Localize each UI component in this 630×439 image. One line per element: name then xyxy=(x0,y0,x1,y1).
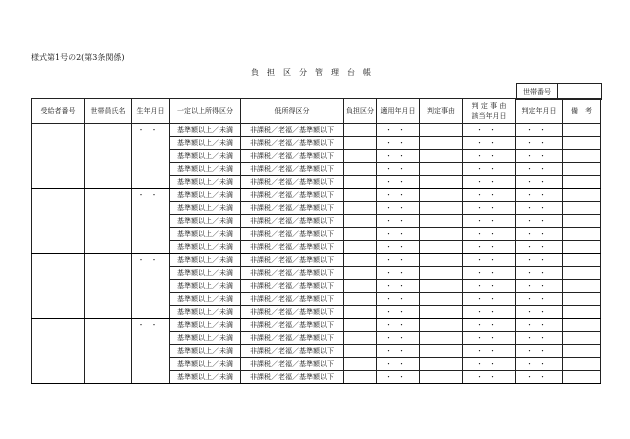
judgment-reason-cell[interactable] xyxy=(420,163,463,176)
burden-class-cell[interactable] xyxy=(344,267,377,280)
remarks-cell[interactable] xyxy=(563,345,601,358)
ledger-body xyxy=(32,124,601,384)
income-class-cell[interactable]: 基準額以上／未満 xyxy=(170,332,241,345)
income-class-cell[interactable]: 基準額以上／未満 xyxy=(170,202,241,215)
apply-date-cell[interactable]: ・・ xyxy=(377,293,420,306)
householder-name-cell[interactable] xyxy=(85,124,132,189)
judgment-date-cell[interactable]: ・・ xyxy=(516,150,563,163)
low-income-class-cell[interactable]: 非課税／老福／基準額以下 xyxy=(241,176,344,189)
remarks-cell[interactable] xyxy=(563,332,601,345)
low-income-class-cell[interactable]: 非課税／老福／基準額以下 xyxy=(241,358,344,371)
header-apply-date: 適用年月日 xyxy=(377,99,420,124)
judgment-date-cell[interactable]: ・・ xyxy=(516,137,563,150)
apply-date-cell[interactable]: ・・ xyxy=(377,345,420,358)
apply-date-cell[interactable]: ・・ xyxy=(377,332,420,345)
apply-date-cell[interactable]: ・・ xyxy=(377,280,420,293)
birth-date-cell[interactable]: ・・ xyxy=(132,319,170,384)
remarks-cell[interactable] xyxy=(563,189,601,202)
judgment-date-cell[interactable]: ・・ xyxy=(516,267,563,280)
low-income-class-cell[interactable]: 非課税／老福／基準額以下 xyxy=(241,189,344,202)
income-class-cell[interactable]: 基準額以上／未満 xyxy=(170,150,241,163)
apply-date-cell[interactable]: ・・ xyxy=(377,176,420,189)
header-row xyxy=(32,99,601,124)
reason-date-cell[interactable]: ・・ xyxy=(463,254,516,267)
table-row xyxy=(32,254,601,267)
householder-name-cell[interactable] xyxy=(85,254,132,319)
income-class-cell[interactable]: 基準額以上／未満 xyxy=(170,293,241,306)
income-class-cell[interactable]: 基準額以上／未満 xyxy=(170,280,241,293)
burden-class-cell[interactable] xyxy=(344,215,377,228)
judgment-date-cell[interactable]: ・・ xyxy=(516,345,563,358)
judgment-date-cell[interactable]: ・・ xyxy=(516,215,563,228)
income-class-cell[interactable]: 基準額以上／未満 xyxy=(170,124,241,137)
judgment-date-cell[interactable]: ・・ xyxy=(516,163,563,176)
remarks-cell[interactable] xyxy=(563,124,601,137)
judgment-reason-cell[interactable] xyxy=(420,241,463,254)
remarks-cell[interactable] xyxy=(563,176,601,189)
judgment-reason-cell[interactable] xyxy=(420,176,463,189)
remarks-cell[interactable] xyxy=(563,267,601,280)
burden-class-cell[interactable] xyxy=(344,254,377,267)
apply-date-cell[interactable]: ・・ xyxy=(377,202,420,215)
reason-date-cell[interactable]: ・・ xyxy=(463,345,516,358)
remarks-cell[interactable] xyxy=(563,228,601,241)
header-judgment-reason: 判定事由 xyxy=(420,99,463,124)
judgment-date-cell[interactable]: ・・ xyxy=(516,306,563,319)
table-row xyxy=(32,189,601,202)
apply-date-cell[interactable]: ・・ xyxy=(377,124,420,137)
low-income-class-cell[interactable]: 非課税／老福／基準額以下 xyxy=(241,215,344,228)
judgment-date-cell[interactable]: ・・ xyxy=(516,280,563,293)
burden-class-cell[interactable] xyxy=(344,280,377,293)
low-income-class-cell[interactable]: 非課税／老福／基準額以下 xyxy=(241,228,344,241)
header-householder-name: 世帯員氏名 xyxy=(85,99,132,124)
income-class-cell[interactable]: 基準額以上／未満 xyxy=(170,189,241,202)
judgment-reason-cell[interactable] xyxy=(420,150,463,163)
apply-date-cell[interactable]: ・・ xyxy=(377,163,420,176)
apply-date-cell[interactable]: ・・ xyxy=(377,306,420,319)
burden-class-cell[interactable] xyxy=(344,189,377,202)
remarks-cell[interactable] xyxy=(563,358,601,371)
low-income-class-cell[interactable]: 非課税／老福／基準額以下 xyxy=(241,280,344,293)
income-class-cell[interactable]: 基準額以上／未満 xyxy=(170,163,241,176)
recipient-no-cell[interactable] xyxy=(32,319,85,384)
remarks-cell[interactable] xyxy=(563,293,601,306)
judgment-reason-cell[interactable] xyxy=(420,228,463,241)
remarks-cell[interactable] xyxy=(563,371,601,384)
income-class-cell[interactable]: 基準額以上／未満 xyxy=(170,241,241,254)
remarks-cell[interactable] xyxy=(563,241,601,254)
burden-class-cell[interactable] xyxy=(344,163,377,176)
income-class-cell[interactable]: 基準額以上／未満 xyxy=(170,319,241,332)
table-row xyxy=(32,319,601,332)
burden-class-cell[interactable] xyxy=(344,319,377,332)
judgment-date-cell[interactable]: ・・ xyxy=(516,124,563,137)
judgment-date-cell[interactable]: ・・ xyxy=(516,319,563,332)
burden-class-ledger-table xyxy=(31,98,601,384)
judgment-date-cell[interactable]: ・・ xyxy=(516,332,563,345)
judgment-reason-cell[interactable] xyxy=(420,306,463,319)
low-income-class-cell[interactable]: 非課税／老福／基準額以下 xyxy=(241,202,344,215)
reason-date-cell[interactable]: ・・ xyxy=(463,241,516,254)
judgment-date-cell[interactable]: ・・ xyxy=(516,176,563,189)
judgment-date-cell[interactable]: ・・ xyxy=(516,254,563,267)
header-remarks: 備 考 xyxy=(563,99,601,124)
income-class-cell[interactable]: 基準額以上／未満 xyxy=(170,254,241,267)
reason-date-cell[interactable]: ・・ xyxy=(463,293,516,306)
apply-date-cell[interactable]: ・・ xyxy=(377,267,420,280)
reason-date-cell[interactable]: ・・ xyxy=(463,215,516,228)
reason-date-cell[interactable]: ・・ xyxy=(463,163,516,176)
low-income-class-cell[interactable]: 非課税／老福／基準額以下 xyxy=(241,306,344,319)
reason-date-cell[interactable]: ・・ xyxy=(463,358,516,371)
burden-class-cell[interactable] xyxy=(344,358,377,371)
header-low-income-class: 低所得区分 xyxy=(241,99,344,124)
reason-date-cell[interactable]: ・・ xyxy=(463,189,516,202)
low-income-class-cell[interactable]: 非課税／老福／基準額以下 xyxy=(241,267,344,280)
table-row xyxy=(32,124,601,137)
apply-date-cell[interactable]: ・・ xyxy=(377,319,420,332)
burden-class-cell[interactable] xyxy=(344,124,377,137)
burden-class-cell[interactable] xyxy=(344,202,377,215)
remarks-cell[interactable] xyxy=(563,202,601,215)
recipient-no-cell[interactable] xyxy=(32,254,85,319)
apply-date-cell[interactable]: ・・ xyxy=(377,241,420,254)
reason-date-cell[interactable]: ・・ xyxy=(463,332,516,345)
remarks-cell[interactable] xyxy=(563,163,601,176)
remarks-cell[interactable] xyxy=(563,280,601,293)
income-class-cell[interactable]: 基準額以上／未満 xyxy=(170,176,241,189)
low-income-class-cell[interactable]: 非課税／老福／基準額以下 xyxy=(241,241,344,254)
low-income-class-cell[interactable]: 非課税／老福／基準額以下 xyxy=(241,137,344,150)
householder-name-cell[interactable] xyxy=(85,189,132,254)
judgment-date-cell[interactable]: ・・ xyxy=(516,358,563,371)
income-class-cell[interactable]: 基準額以上／未満 xyxy=(170,306,241,319)
reason-date-cell[interactable]: ・・ xyxy=(463,150,516,163)
remarks-cell[interactable] xyxy=(563,306,601,319)
birth-date-cell[interactable]: ・・ xyxy=(132,254,170,319)
reason-date-cell[interactable]: ・・ xyxy=(463,319,516,332)
remarks-cell[interactable] xyxy=(563,319,601,332)
recipient-no-cell[interactable] xyxy=(32,189,85,254)
income-class-cell[interactable]: 基準額以上／未満 xyxy=(170,345,241,358)
low-income-class-cell[interactable]: 非課税／老福／基準額以下 xyxy=(241,293,344,306)
judgment-reason-cell[interactable] xyxy=(420,254,463,267)
burden-class-cell[interactable] xyxy=(344,241,377,254)
judgment-reason-cell[interactable] xyxy=(420,202,463,215)
income-class-cell[interactable]: 基準額以上／未満 xyxy=(170,267,241,280)
income-class-cell[interactable]: 基準額以上／未満 xyxy=(170,137,241,150)
judgment-reason-cell[interactable] xyxy=(420,319,463,332)
burden-class-cell[interactable] xyxy=(344,293,377,306)
header-burden-class: 負担区分 xyxy=(344,99,377,124)
remarks-cell[interactable] xyxy=(563,150,601,163)
income-class-cell[interactable]: 基準額以上／未満 xyxy=(170,215,241,228)
income-class-cell[interactable]: 基準額以上／未満 xyxy=(170,358,241,371)
low-income-class-cell[interactable]: 非課税／老福／基準額以下 xyxy=(241,371,344,384)
reason-date-cell[interactable]: ・・ xyxy=(463,124,516,137)
apply-date-cell[interactable]: ・・ xyxy=(377,137,420,150)
judgment-reason-cell[interactable] xyxy=(420,215,463,228)
reason-date-cell[interactable]: ・・ xyxy=(463,176,516,189)
apply-date-cell[interactable]: ・・ xyxy=(377,215,420,228)
reason-date-cell[interactable]: ・・ xyxy=(463,137,516,150)
household-number-label: 世帯番号 xyxy=(517,84,558,100)
burden-class-cell[interactable] xyxy=(344,137,377,150)
low-income-class-cell[interactable]: 非課税／老福／基準額以下 xyxy=(241,124,344,137)
judgment-reason-cell[interactable] xyxy=(420,280,463,293)
remarks-cell[interactable] xyxy=(563,215,601,228)
header-birth-date: 生年月日 xyxy=(132,99,170,124)
judgment-date-cell[interactable]: ・・ xyxy=(516,371,563,384)
burden-class-cell[interactable] xyxy=(344,345,377,358)
birth-date-cell[interactable]: ・・ xyxy=(132,124,170,189)
reason-date-cell[interactable]: ・・ xyxy=(463,371,516,384)
judgment-reason-cell[interactable] xyxy=(420,371,463,384)
income-class-cell[interactable]: 基準額以上／未満 xyxy=(170,371,241,384)
low-income-class-cell[interactable]: 非課税／老福／基準額以下 xyxy=(241,163,344,176)
reason-date-cell[interactable]: ・・ xyxy=(463,280,516,293)
remarks-cell[interactable] xyxy=(563,254,601,267)
judgment-date-cell[interactable]: ・・ xyxy=(516,293,563,306)
apply-date-cell[interactable]: ・・ xyxy=(377,254,420,267)
apply-date-cell[interactable]: ・・ xyxy=(377,358,420,371)
low-income-class-cell[interactable]: 非課税／老福／基準額以下 xyxy=(241,332,344,345)
apply-date-cell[interactable]: ・・ xyxy=(377,150,420,163)
judgment-reason-cell[interactable] xyxy=(420,137,463,150)
apply-date-cell[interactable]: ・・ xyxy=(377,371,420,384)
burden-class-cell[interactable] xyxy=(344,228,377,241)
judgment-date-cell[interactable]: ・・ xyxy=(516,202,563,215)
householder-name-cell[interactable] xyxy=(85,319,132,384)
low-income-class-cell[interactable]: 非課税／老福／基準額以下 xyxy=(241,319,344,332)
judgment-reason-cell[interactable] xyxy=(420,345,463,358)
burden-class-cell[interactable] xyxy=(344,150,377,163)
birth-date-cell[interactable]: ・・ xyxy=(132,189,170,254)
judgment-date-cell[interactable]: ・・ xyxy=(516,228,563,241)
judgment-reason-cell[interactable] xyxy=(420,332,463,345)
burden-class-cell[interactable] xyxy=(344,371,377,384)
income-class-cell[interactable]: 基準額以上／未満 xyxy=(170,228,241,241)
low-income-class-cell[interactable]: 非課税／老福／基準額以下 xyxy=(241,150,344,163)
remarks-cell[interactable] xyxy=(563,137,601,150)
reason-date-cell[interactable]: ・・ xyxy=(463,228,516,241)
judgment-reason-cell[interactable] xyxy=(420,124,463,137)
burden-class-cell[interactable] xyxy=(344,332,377,345)
form-number: 様式第1号の2(第3条関係) xyxy=(31,53,125,62)
burden-class-cell[interactable] xyxy=(344,176,377,189)
header-reason-date: 判 定 事 由 該当年月日 xyxy=(463,99,516,124)
low-income-class-cell[interactable]: 非課税／老福／基準額以下 xyxy=(241,254,344,267)
reason-date-cell[interactable]: ・・ xyxy=(463,306,516,319)
judgment-reason-cell[interactable] xyxy=(420,267,463,280)
judgment-date-cell[interactable]: ・・ xyxy=(516,189,563,202)
judgment-reason-cell[interactable] xyxy=(420,293,463,306)
header-judgment-date: 判定年月日 xyxy=(516,99,563,124)
header-income-class: 一定以上所得区分 xyxy=(170,99,241,124)
apply-date-cell[interactable]: ・・ xyxy=(377,228,420,241)
reason-date-cell[interactable]: ・・ xyxy=(463,202,516,215)
judgment-reason-cell[interactable] xyxy=(420,358,463,371)
low-income-class-cell[interactable]: 非課税／老福／基準額以下 xyxy=(241,345,344,358)
reason-date-cell[interactable]: ・・ xyxy=(463,267,516,280)
judgment-date-cell[interactable]: ・・ xyxy=(516,241,563,254)
recipient-no-cell[interactable] xyxy=(32,124,85,189)
header-recipient-no: 受給者番号 xyxy=(32,99,85,124)
burden-class-cell[interactable] xyxy=(344,306,377,319)
apply-date-cell[interactable]: ・・ xyxy=(377,189,420,202)
page-title: 負担区分管理台帳 xyxy=(251,68,379,77)
judgment-reason-cell[interactable] xyxy=(420,189,463,202)
